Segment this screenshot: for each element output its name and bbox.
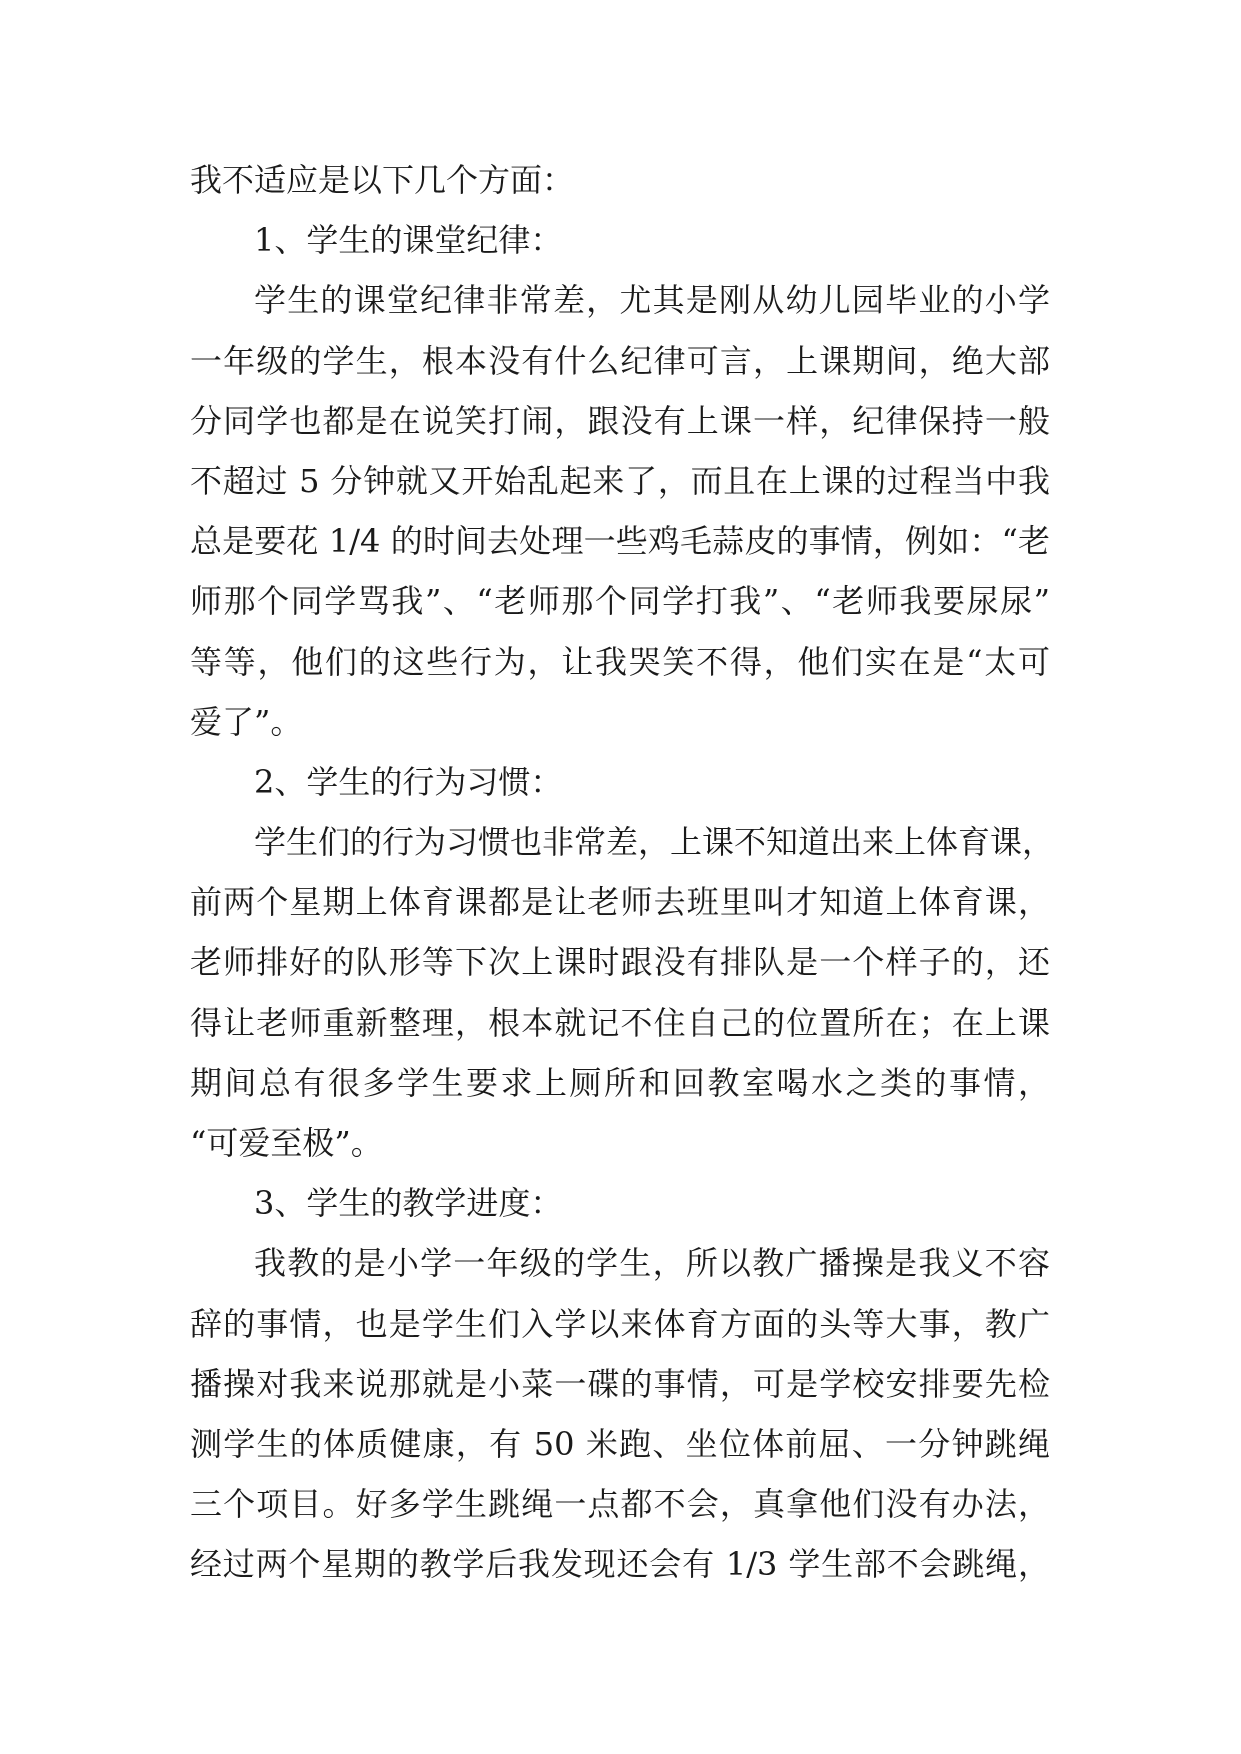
section-heading: 2、学生的行为习惯：: [254, 762, 563, 801]
text-line: 辞的事情，也是学生们入学以来体育方面的头等大事，教广: [190, 1304, 1050, 1343]
text-line: “可爱至极”。: [190, 1124, 383, 1162]
document-page: [190, 150, 1055, 1595]
text-line: 爱了”。: [190, 702, 303, 741]
text-line: 期间总有很多学生要求上厕所和回教室喝水之类的事情，: [190, 1063, 1050, 1102]
section-heading: 1、学生的课堂纪律：: [254, 221, 563, 260]
text-line: 等等，他们的这些行为，让我哭笑不得，他们实在是“太可: [190, 642, 1050, 681]
text-line: 播操对我来说那就是小菜一碟的事情，可是学校安排要先检: [190, 1364, 1050, 1403]
text-line: 老师排好的队形等下次上课时跟没有排队是一个样子的，还: [190, 943, 1050, 982]
text-line: 我教的是小学一年级的学生，所以教广播操是我义不容: [254, 1244, 1050, 1283]
text-line: 总是要花 1/4 的时间去处理一些鸡毛蒜皮的事情，例如：“老: [190, 522, 1050, 561]
text-line: 我不适应是以下几个方面：: [190, 161, 575, 199]
section-heading: 3、学生的教学进度：: [254, 1184, 563, 1223]
text-line: 不超过 5 分钟就又开始乱起来了，而且在上课的过程当中我: [190, 461, 1050, 500]
text-line: 得让老师重新整理，根本就记不住自己的位置所在；在上课: [190, 1003, 1050, 1042]
text-line: 一年级的学生，根本没有什么纪律可言，上课期间，绝大部: [190, 341, 1050, 380]
text-line: 测学生的体质健康，有 50 米跑、坐位体前屈、一分钟跳绳: [190, 1424, 1050, 1463]
text-line: 前两个星期上体育课都是让老师去班里叫才知道上体育课，: [190, 883, 1050, 922]
text-line: 学生们的行为习惯也非常差，上课不知道出来上体育课，: [254, 823, 1055, 862]
text-line: 学生的课堂纪律非常差，尤其是刚从幼儿园毕业的小学: [254, 281, 1050, 320]
text-line: 分同学也都是在说笑打闹，跟没有上课一样，纪律保持一般: [190, 401, 1050, 440]
text-line: 经过两个星期的教学后我发现还会有 1/3 学生部不会跳绳，: [190, 1545, 1050, 1584]
text-line: 师那个同学骂我”、“老师那个同学打我”、“老师我要尿尿”: [190, 582, 1050, 621]
text-line: 三个项目。好多学生跳绳一点都不会，真拿他们没有办法，: [190, 1485, 1050, 1524]
